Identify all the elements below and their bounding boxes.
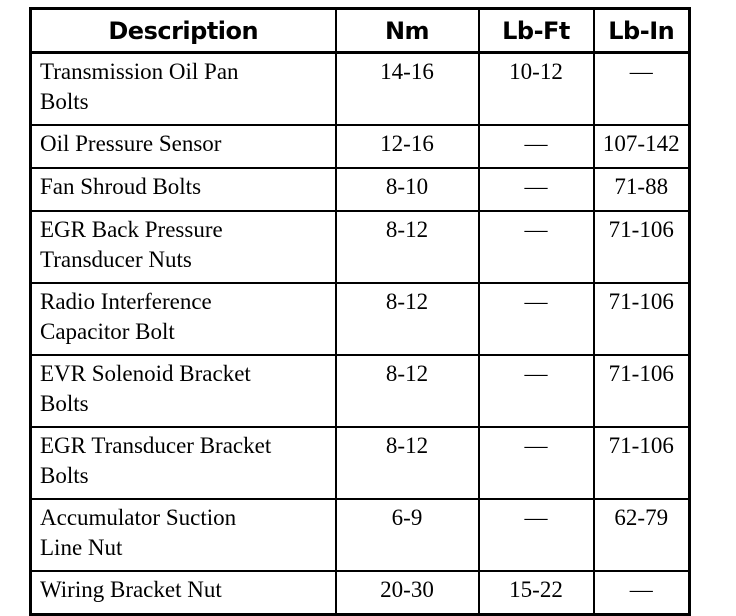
torque-spec-table (29, 7, 691, 616)
lb-ft-cell: — (479, 211, 594, 283)
description-line-1: Oil Pressure Sensor (40, 131, 222, 156)
lb-in-cell: 71-106 (594, 283, 690, 355)
table-header-row (31, 9, 690, 53)
description-line-1: Accumulator Suction (40, 505, 237, 530)
lb-ft-cell: 15-22 (479, 571, 594, 615)
table-row (31, 355, 690, 427)
lb-in-cell: — (594, 53, 690, 126)
table-row (31, 283, 690, 355)
lb-ft-cell: — (479, 168, 594, 211)
description-line-2: Bolts (40, 391, 89, 416)
table-row (31, 499, 690, 571)
table-row (31, 571, 690, 615)
table-row (31, 427, 690, 499)
description-cell (31, 427, 336, 499)
description-line-2: Capacitor Bolt (40, 319, 175, 344)
description-line-1: Transmission Oil Pan (40, 59, 239, 84)
description-cell (31, 211, 336, 283)
description-cell (31, 283, 336, 355)
description-cell (31, 125, 336, 168)
nm-cell: 8-12 (336, 355, 479, 427)
table-row (31, 125, 690, 168)
description-line-1: Radio Interference (40, 289, 212, 314)
header-description: Description (31, 9, 336, 53)
header-lb-ft: Lb-Ft (479, 9, 594, 53)
lb-in-cell: 71-106 (594, 427, 690, 499)
lb-ft-cell: — (479, 283, 594, 355)
lb-in-cell: 62-79 (594, 499, 690, 571)
description-line-2: Bolts (40, 89, 89, 114)
lb-in-cell: — (594, 571, 690, 615)
lb-ft-cell: — (479, 499, 594, 571)
table-row (31, 211, 690, 283)
description-cell (31, 168, 336, 211)
nm-cell: 8-10 (336, 168, 479, 211)
description-line-1: EGR Transducer Bracket (40, 433, 272, 458)
description-line-1: Wiring Bracket Nut (40, 577, 222, 602)
lb-in-cell: 107-142 (594, 125, 690, 168)
description-line-2: Bolts (40, 463, 89, 488)
nm-cell: 14-16 (336, 53, 479, 126)
header-nm: Nm (336, 9, 479, 53)
nm-cell: 12-16 (336, 125, 479, 168)
description-cell (31, 53, 336, 126)
lb-ft-cell: — (479, 125, 594, 168)
table-row (31, 168, 690, 211)
description-cell (31, 499, 336, 571)
description-cell (31, 571, 336, 615)
lb-in-cell: 71-88 (594, 168, 690, 211)
description-line-2: Line Nut (40, 535, 123, 560)
description-line-1: EGR Back Pressure (40, 217, 223, 242)
nm-cell: 8-12 (336, 283, 479, 355)
table-row (31, 53, 690, 126)
lb-in-cell: 71-106 (594, 211, 690, 283)
nm-cell: 6-9 (336, 499, 479, 571)
description-line-1: Fan Shroud Bolts (40, 174, 202, 199)
lb-ft-cell: — (479, 355, 594, 427)
lb-ft-cell: — (479, 427, 594, 499)
description-line-1: EVR Solenoid Bracket (40, 361, 251, 386)
description-line-2: Transducer Nuts (40, 247, 192, 272)
nm-cell: 8-12 (336, 211, 479, 283)
nm-cell: 20-30 (336, 571, 479, 615)
lb-ft-cell: 10-12 (479, 53, 594, 126)
nm-cell: 8-12 (336, 427, 479, 499)
description-cell (31, 355, 336, 427)
lb-in-cell: 71-106 (594, 355, 690, 427)
header-lb-in: Lb-In (594, 9, 690, 53)
